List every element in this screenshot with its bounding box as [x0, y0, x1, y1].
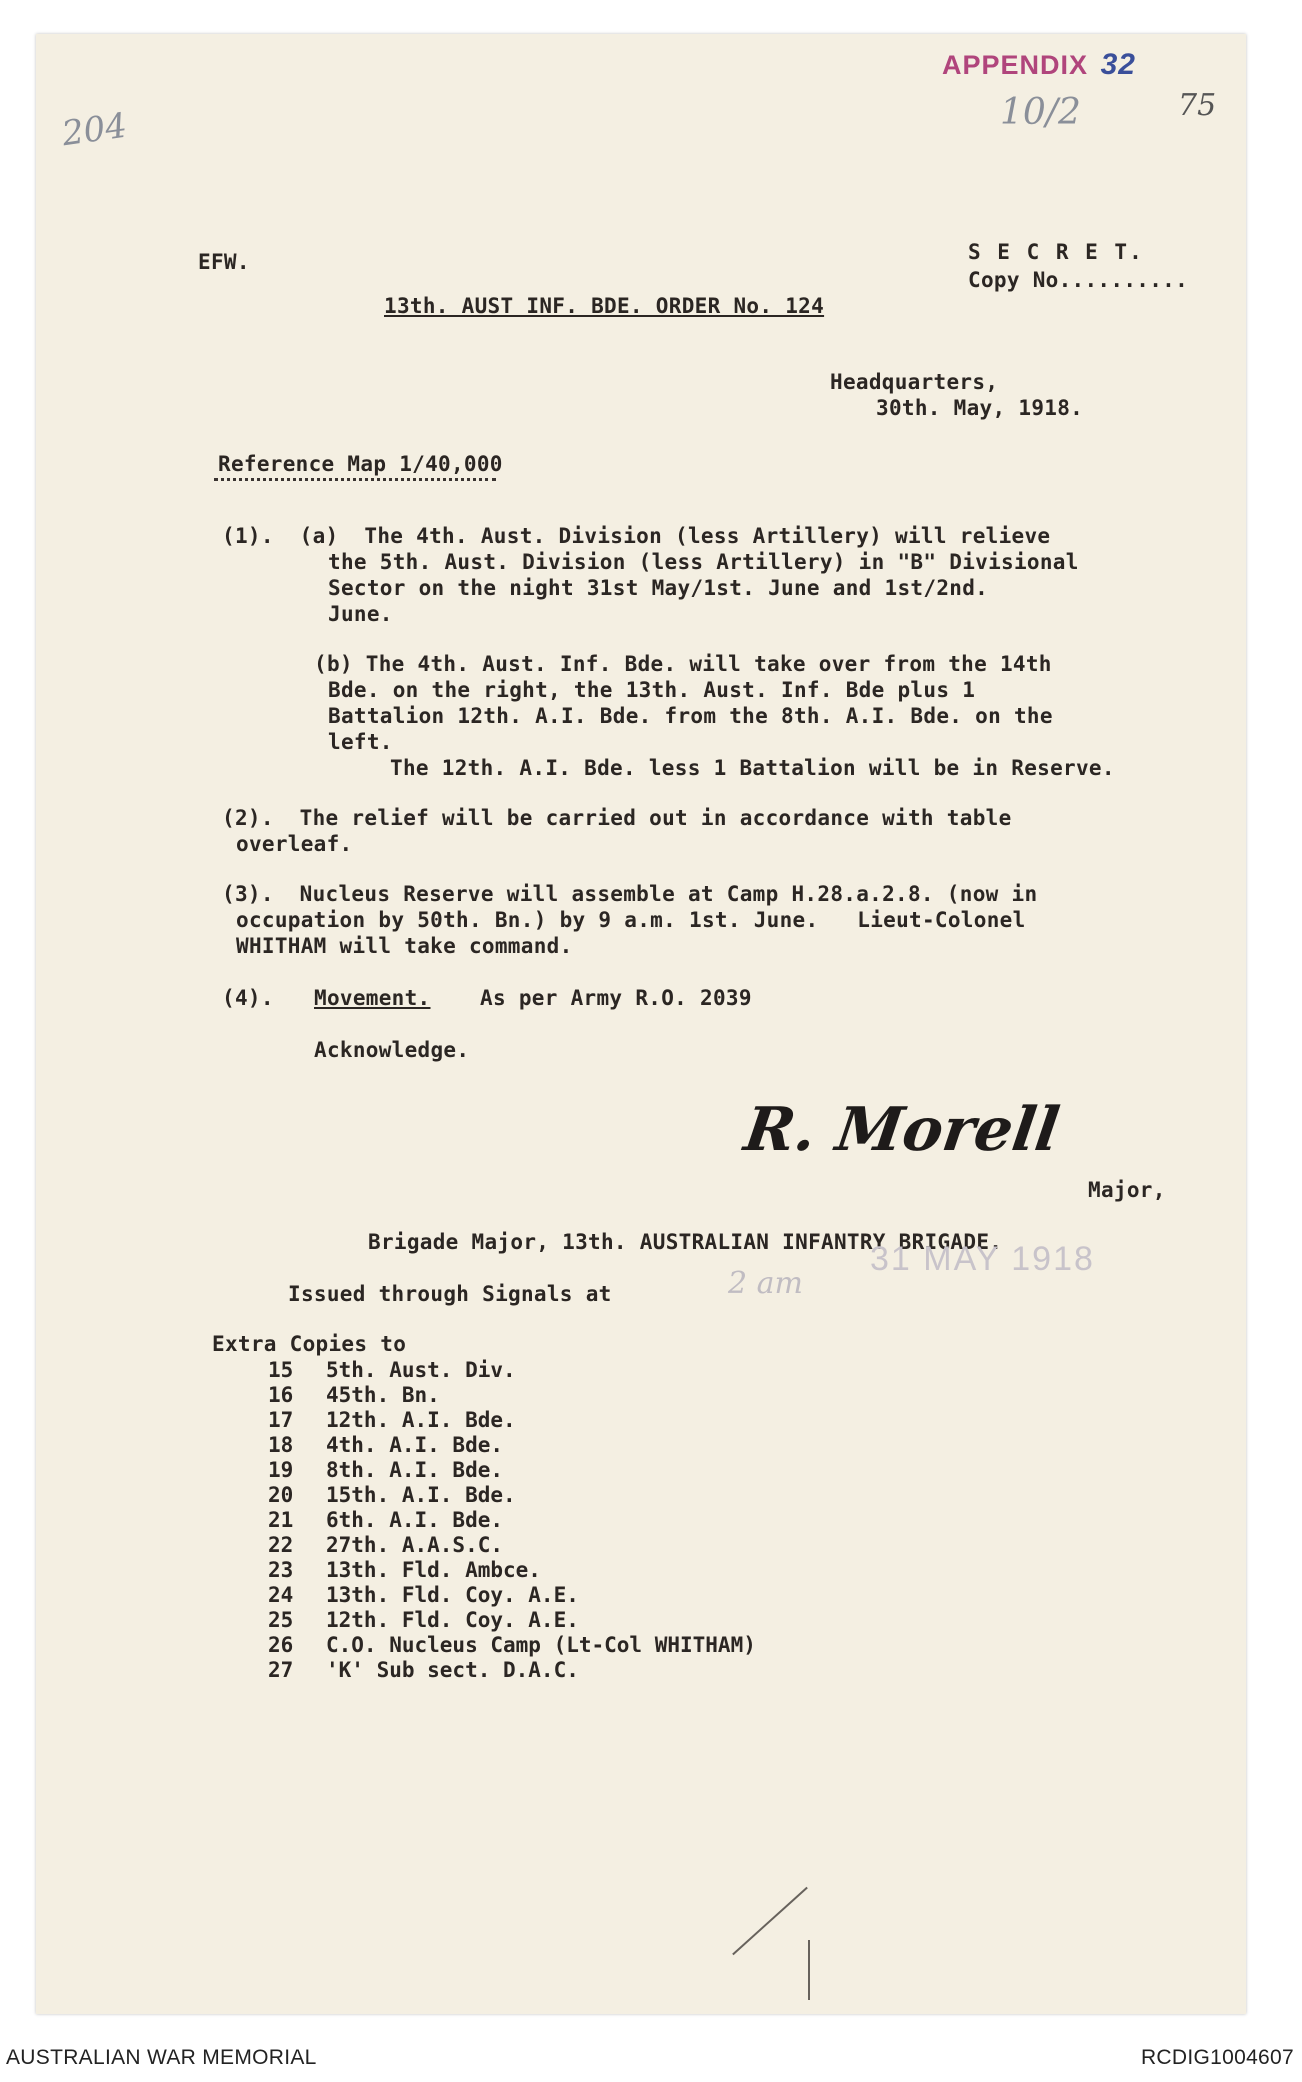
para-1a-line-4: June.: [328, 602, 393, 626]
issued-time-handwritten: 2 am: [728, 1266, 803, 1301]
appendix-number: 32: [1100, 48, 1136, 81]
list-item: 16 45th. Bn.: [268, 1383, 440, 1407]
list-item: 25 12th. Fld. Coy. A.E.: [268, 1608, 579, 1632]
date-received-stamp: 31 MAY 1918: [870, 1240, 1095, 1278]
issued-line: Issued through Signals at: [288, 1282, 612, 1306]
list-item: 26 C.O. Nucleus Camp (Lt-Col WHITHAM): [268, 1633, 756, 1657]
para-1b-line-3: Battalion 12th. A.I. Bde. from the 8th. A.I. Bde. on the: [328, 704, 1053, 728]
para-4-text: As per Army R.O. 2039: [480, 986, 752, 1010]
list-item: 19 8th. A.I. Bde.: [268, 1458, 504, 1482]
footer-left: AUSTRALIAN WAR MEMORIAL: [6, 2046, 317, 2069]
para-1b-line-1: (b) The 4th. Aust. Inf. Bde. will take over from the 14th: [314, 652, 1052, 676]
hq-line-2: 30th. May, 1918.: [876, 396, 1084, 420]
handwritten-signature: R. Morell: [740, 1095, 1064, 1165]
para-3-line-2: occupation by 50th. Bn.) by 9 a.m. 1st. June. Lieut-Colonel: [236, 908, 1026, 932]
copy-number: Copy No..........: [968, 268, 1189, 292]
list-item: 17 12th. A.I. Bde.: [268, 1408, 516, 1432]
para-3-line-1: (3). Nucleus Reserve will assemble at Camp H.28.a.2.8. (now in: [222, 882, 1038, 906]
para-2-line-2: overleaf.: [236, 832, 353, 856]
extra-copies-heading: Extra Copies to: [212, 1332, 407, 1356]
list-item: 27 'K' Sub sect. D.A.C.: [268, 1658, 579, 1682]
list-item: 20 15th. A.I. Bde.: [268, 1483, 516, 1507]
initials: EFW.: [198, 250, 250, 274]
para-1a-line-2: the 5th. Aust. Division (less Artillery) in "B" Divisional: [328, 550, 1079, 574]
para-4-heading: Movement.: [314, 986, 431, 1010]
list-item: 23 13th. Fld. Ambce.: [268, 1558, 541, 1582]
para-1a-line-3: Sector on the night 31st May/1st. June and 1st/2nd.: [328, 576, 989, 600]
para-1b-line-2: Bde. on the right, the 13th. Aust. Inf. Bde plus 1: [328, 678, 976, 702]
list-item: 24 13th. Fld. Coy. A.E.: [268, 1583, 579, 1607]
signature-rank: Major,: [1088, 1178, 1166, 1202]
para-2-line-1: (2). The relief will be carried out in accordance with table: [222, 806, 1012, 830]
para-1a-line-1: (1). (a) The 4th. Aust. Division (less Artillery) will relieve: [222, 524, 1051, 548]
footer-right: RCDIG1004607: [1140, 2046, 1294, 2069]
signature-title: Brigade Major, 13th. AUSTRALIAN INFANTRY BRIGADE.: [368, 1230, 1003, 1254]
list-item: 18 4th. A.I. Bde.: [268, 1433, 504, 1457]
reference-map: Reference Map 1/40,000: [218, 452, 503, 476]
pencil-ref: 10/2: [1000, 92, 1081, 133]
classification: S E C R E T.: [968, 240, 1144, 264]
appendix-stamp: [942, 48, 1136, 82]
appendix-label: APPENDIX: [942, 50, 1089, 80]
list-item: 21 6th. A.I. Bde.: [268, 1508, 504, 1532]
para-4-number: (4).: [222, 986, 274, 1010]
document-page: [36, 34, 1246, 2014]
stray-mark: [808, 1940, 810, 2000]
list-item: 15 5th. Aust. Div.: [268, 1358, 516, 1382]
order-title: 13th. AUST INF. BDE. ORDER No. 124: [384, 294, 825, 318]
acknowledge: Acknowledge.: [314, 1038, 470, 1062]
hq-line-1: Headquarters,: [830, 370, 999, 394]
para-1b-line-5: The 12th. A.I. Bde. less 1 Battalion will be in Reserve.: [390, 756, 1115, 780]
reference-underline: [214, 478, 496, 481]
pencil-folio: 75: [1178, 88, 1217, 123]
para-3-line-3: WHITHAM will take command.: [236, 934, 573, 958]
extra-copies-list: [268, 1358, 756, 1683]
list-item: 22 27th. A.A.S.C.: [268, 1533, 504, 1557]
pencil-top-left: 204: [59, 105, 130, 155]
para-1b-line-4: left.: [328, 730, 393, 754]
